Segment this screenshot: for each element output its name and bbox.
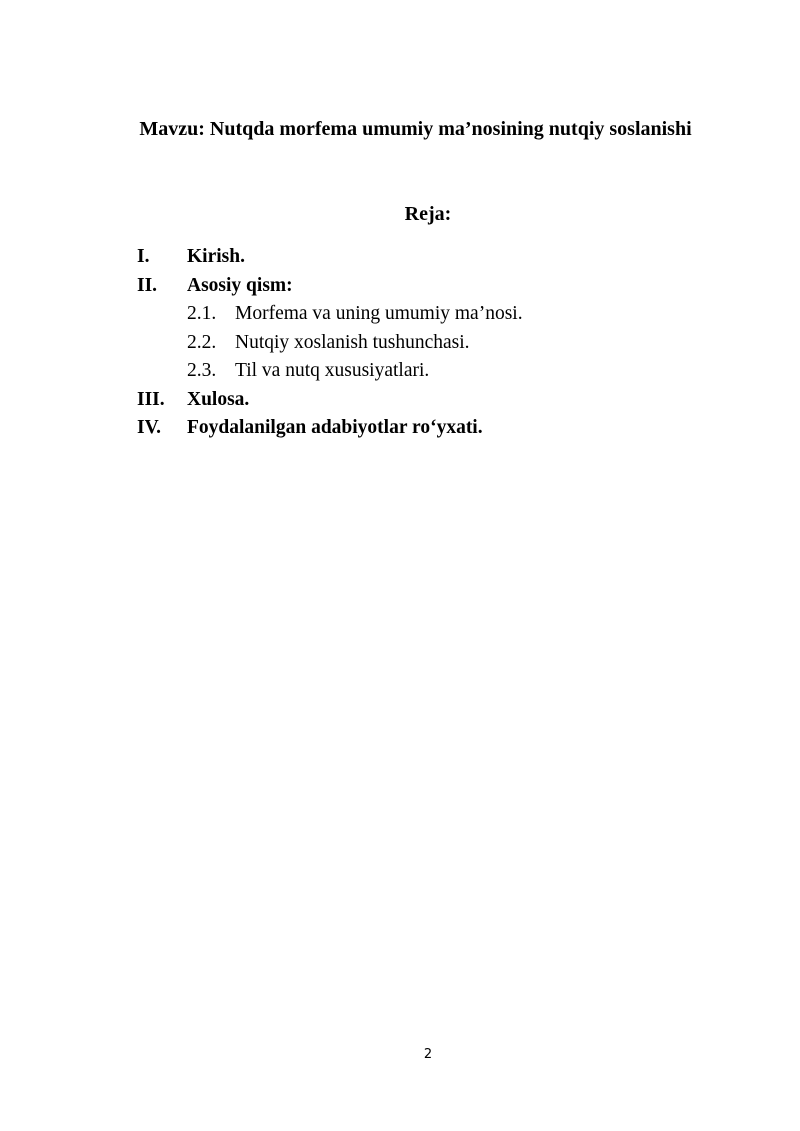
outline-item-number: II. — [137, 274, 158, 296]
outline-item-text: Kirish. — [187, 246, 245, 267]
outline-item-number: III. — [137, 388, 165, 410]
outline-subitem — [137, 357, 523, 386]
outline-subitem-number: 2.1. — [187, 303, 217, 324]
outline-subitem-number: 2.3. — [187, 360, 217, 381]
outline-item — [137, 243, 523, 272]
outline-subitem-text: Morfema va uning umumiy ma’nosi. — [235, 303, 523, 324]
outline-list — [137, 243, 523, 443]
outline-item — [137, 414, 523, 443]
outline-item-text: Foydalanilgan adabiyotlar ro‘yxati. — [187, 417, 483, 438]
outline-subitem-number: 2.2. — [187, 331, 217, 353]
page-title: Mavzu: Nutqda morfema umumiy ma’nosining nutqiy soslanishi — [139, 118, 692, 140]
outline-subitem-text: Til va nutq xususiyatlari. — [235, 360, 430, 381]
outline-item — [137, 386, 523, 415]
outline-item-text: Xulosa. — [187, 388, 250, 410]
outline-item-number: IV. — [137, 417, 162, 438]
plan-heading: Reja: — [404, 203, 452, 225]
outline-item-text: Asosiy qism: — [187, 274, 293, 296]
page-number: 2 — [423, 1047, 433, 1062]
outline-subitem — [137, 329, 523, 358]
outline-subitem — [137, 300, 523, 329]
outline-item — [137, 272, 523, 301]
outline-subitem-text: Nutqiy xoslanish tushunchasi. — [235, 331, 470, 353]
outline-item-number: I. — [137, 246, 150, 267]
